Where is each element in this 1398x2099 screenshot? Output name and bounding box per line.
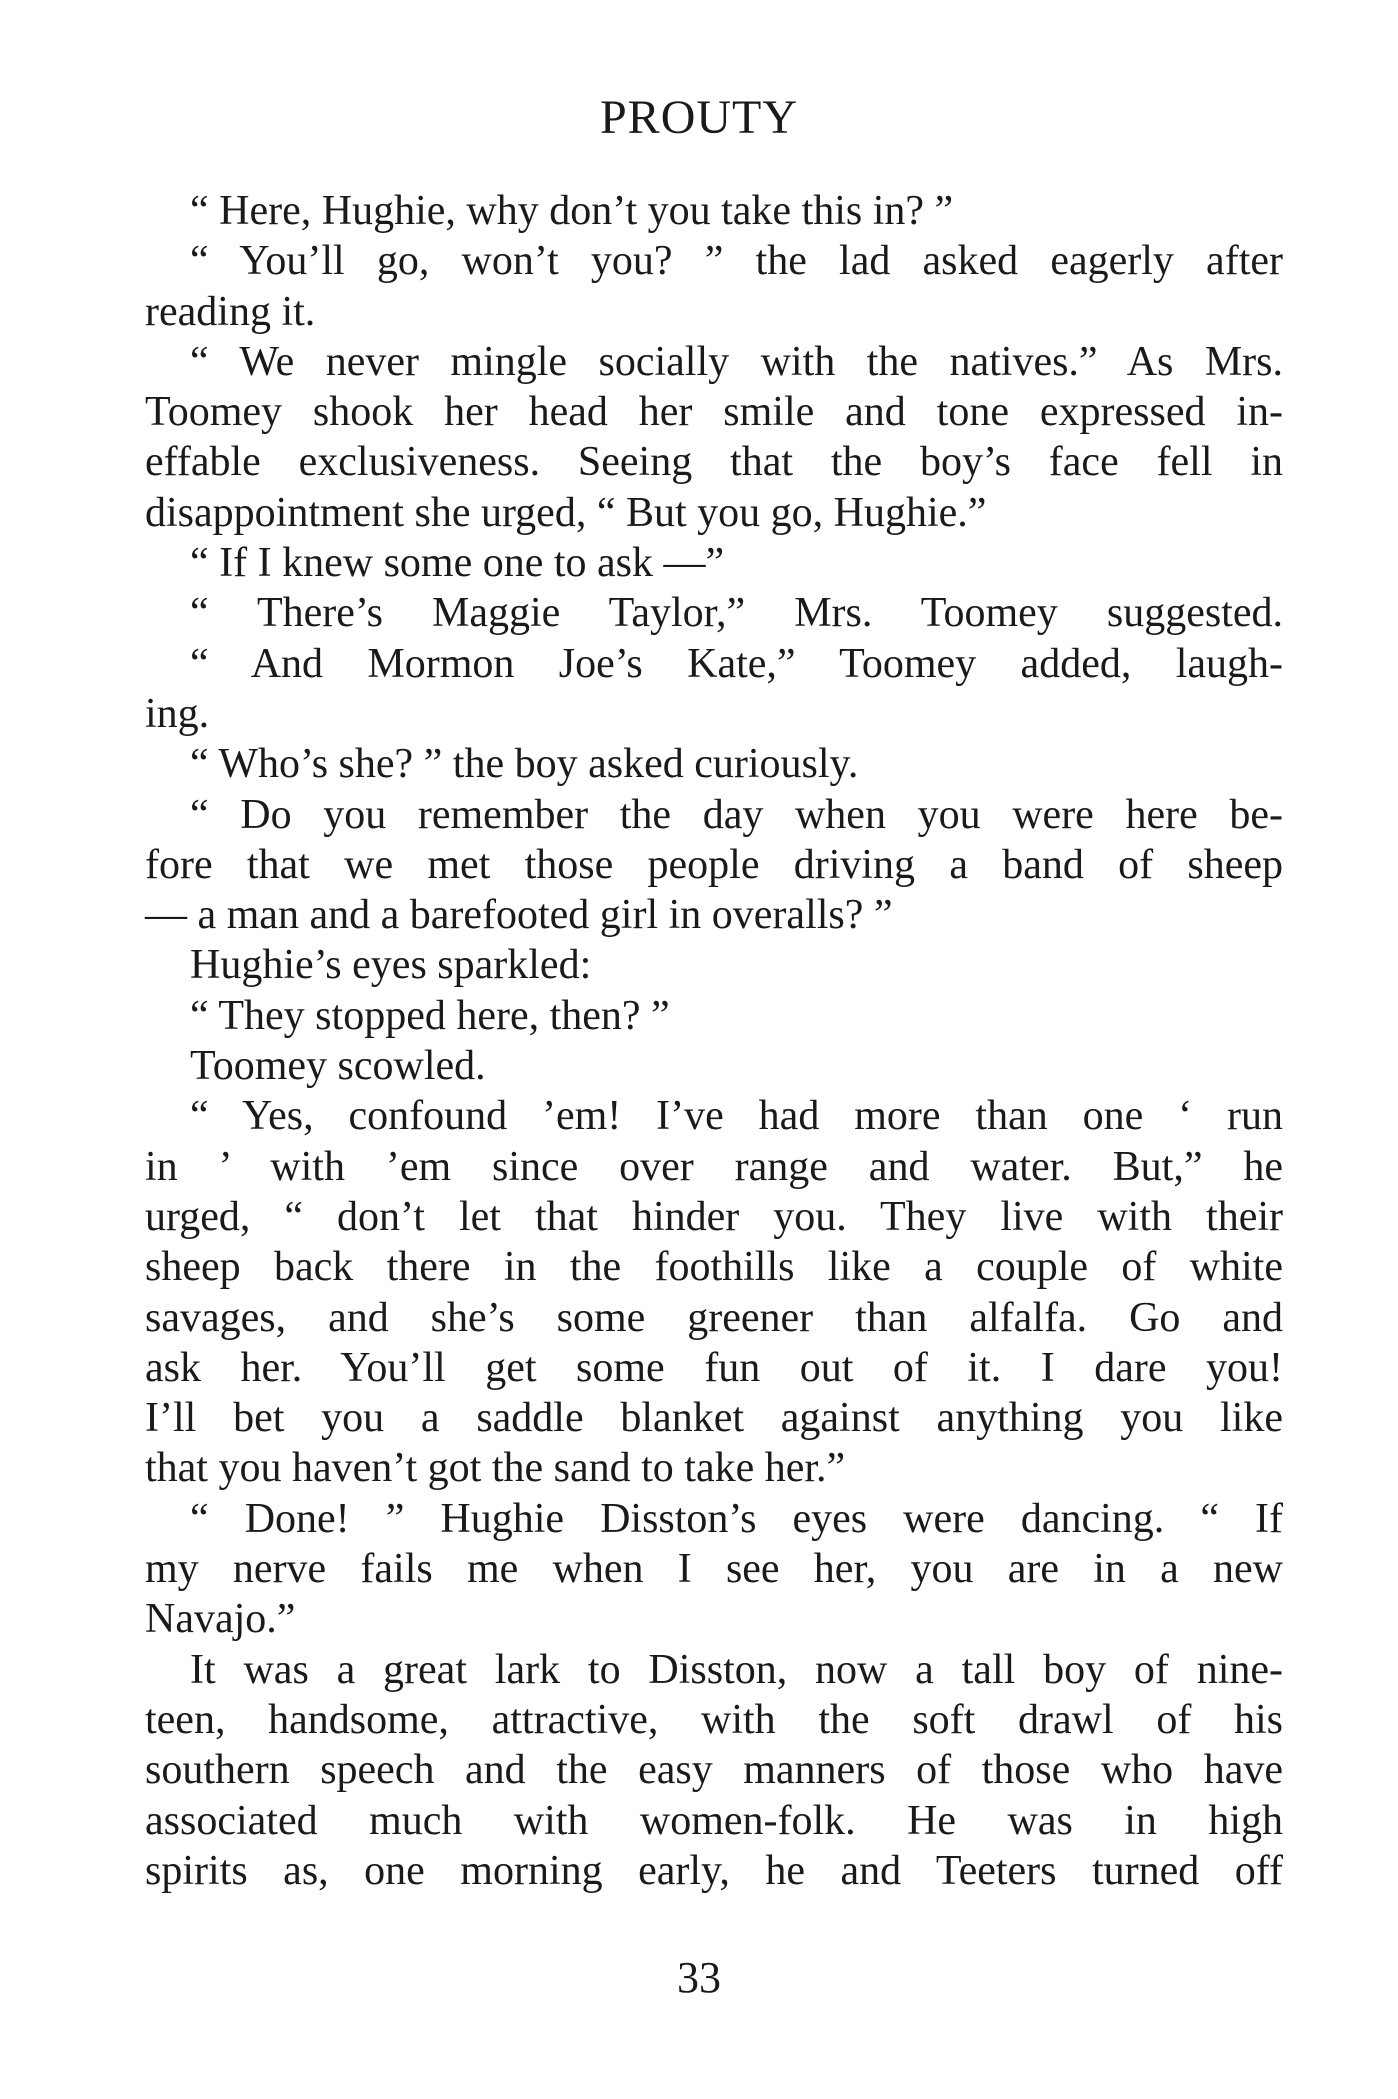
text-line: ask her. You’ll get some fun out of it. I dare you!	[145, 1344, 1283, 1391]
text-line: spirits as, one morning early, he and Teeters turned off	[145, 1847, 1283, 1894]
text-line: savages, and she’s some greener than alfalfa. Go and	[145, 1294, 1283, 1341]
text-line: It was a great lark to Disston, now a tall boy of nine-	[190, 1646, 1283, 1693]
text-line: I’ll bet you a saddle blanket against anything you like	[145, 1395, 1283, 1442]
text-line: “ There’s Maggie Taylor,” Mrs. Toomey suggested.	[190, 590, 1283, 637]
text-line: Hughie’s eyes sparkled:	[190, 942, 592, 989]
text-line: “ Do you remember the day when you were here be-	[190, 791, 1283, 838]
text-line: “ Yes, confound ’em! I’ve had more than one ‘ run	[190, 1093, 1283, 1140]
text-line: my nerve fails me when I see her, you are in a new	[145, 1546, 1283, 1593]
running-head: PROUTY	[599, 91, 799, 144]
body-text	[145, 186, 1283, 1896]
text-line: disappointment she urged, “ But you go, Hughie.”	[145, 489, 987, 536]
text-line: ing.	[145, 690, 210, 737]
text-line: “ If I knew some one to ask —”	[190, 540, 725, 587]
text-line: “ Here, Hughie, why don’t you take this in? ”	[190, 188, 954, 234]
text-line: “ They stopped here, then? ”	[190, 992, 670, 1039]
text-line: in ’ with ’em since over range and water. But,” he	[145, 1143, 1283, 1190]
text-line: reading it.	[145, 288, 316, 335]
text-line: Toomey scowled.	[190, 1043, 486, 1090]
text-line: associated much with women-folk. He was in high	[145, 1797, 1283, 1844]
text-line: southern speech and the easy manners of those who have	[145, 1747, 1283, 1794]
page-number: 33	[677, 1953, 721, 2002]
text-line: “ Done! ” Hughie Disston’s eyes were dancing. “ If	[190, 1495, 1283, 1542]
text-line: teen, handsome, attractive, with the soft drawl of his	[145, 1696, 1283, 1743]
text-line: Navajo.”	[145, 1596, 296, 1643]
text-line: — a man and a barefooted girl in overalls? ”	[145, 892, 893, 939]
text-line: sheep back there in the foothills like a couple of white	[145, 1244, 1283, 1291]
text-line: “ You’ll go, won’t you? ” the lad asked eagerly after	[190, 238, 1283, 285]
text-line: effable exclusiveness. Seeing that the boy’s face fell in	[145, 439, 1283, 486]
text-line: “ We never mingle socially with the natives.” As Mrs.	[190, 338, 1283, 385]
text-line: that you haven’t got the sand to take her.”	[145, 1445, 846, 1492]
text-line: “ Who’s she? ” the boy asked curiously.	[190, 741, 859, 788]
text-line: “ And Mormon Joe’s Kate,” Toomey added, laugh-	[190, 640, 1283, 687]
text-line: urged, “ don’t let that hinder you. They live with their	[145, 1193, 1283, 1240]
text-line: fore that we met those people driving a band of sheep	[145, 841, 1283, 888]
text-line: Toomey shook her head her smile and tone expressed in-	[145, 389, 1283, 436]
